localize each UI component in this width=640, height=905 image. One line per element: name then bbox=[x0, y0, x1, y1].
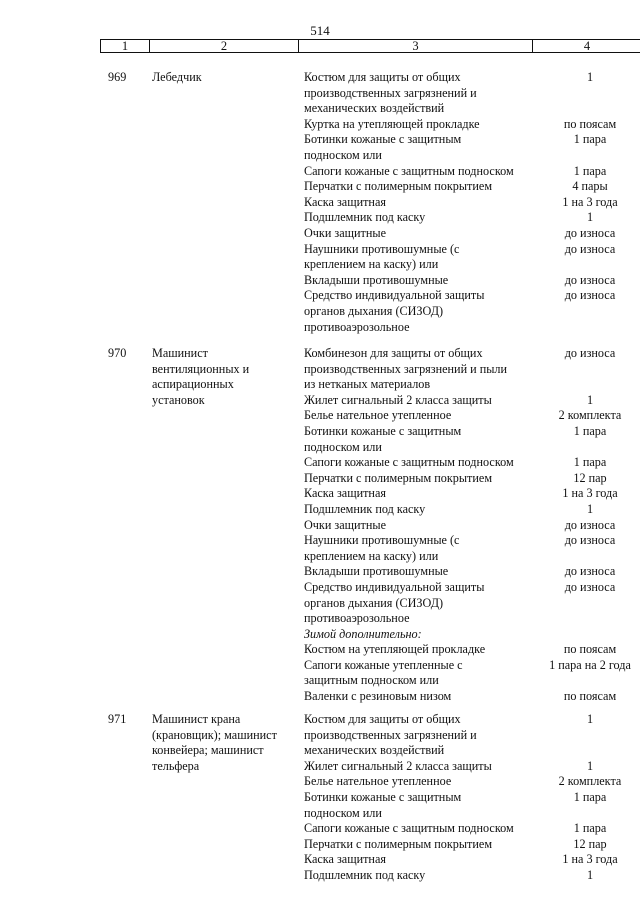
item-quantity: до износа bbox=[564, 288, 616, 303]
equipment-item-line: противоаэрозольное bbox=[304, 611, 410, 626]
header-column-3: 3 bbox=[412, 39, 419, 53]
equipment-item bbox=[304, 580, 540, 627]
item-quantity: 1 bbox=[586, 867, 594, 882]
equipment-item-line: Куртка на утепляющей прокладке bbox=[304, 116, 480, 131]
equipment-item-line: Жилет сигнальный 2 класса защиты bbox=[304, 758, 492, 773]
profession-title-line: аспирационных bbox=[152, 377, 234, 392]
entry-number: 971 bbox=[108, 712, 127, 726]
equipment-item bbox=[304, 486, 540, 502]
item-quantity: 1 пара на 2 года bbox=[549, 657, 631, 672]
equipment-item bbox=[304, 564, 540, 580]
equipment-item-line: производственных загрязнений и пыли bbox=[304, 361, 508, 376]
equipment-item-line: Перчатки с полимерным покрытием bbox=[304, 179, 493, 194]
equipment-item-line: Каска защитная bbox=[304, 852, 386, 867]
equipment-item bbox=[304, 288, 540, 335]
equipment-item bbox=[304, 346, 540, 393]
equipment-item-line: Вкладыши противошумные bbox=[304, 272, 449, 287]
equipment-item bbox=[304, 132, 540, 163]
item-quantity: 1 пара bbox=[573, 455, 607, 470]
item-quantity: до износа bbox=[564, 346, 616, 360]
equipment-item-line: подноском или bbox=[304, 147, 382, 162]
equipment-item-line: Ботинки кожаные с защитным bbox=[304, 423, 462, 438]
equipment-item bbox=[304, 210, 540, 226]
equipment-item-line: Сапоги кожаные утепленные с bbox=[304, 657, 463, 672]
equipment-item bbox=[304, 533, 540, 564]
equipment-item bbox=[304, 759, 540, 775]
equipment-item bbox=[304, 195, 540, 211]
profession-title-line: установок bbox=[152, 392, 205, 407]
item-quantity: по поясам bbox=[563, 116, 617, 131]
equipment-item bbox=[304, 424, 540, 455]
item-quantity: по поясам bbox=[563, 689, 617, 704]
profession-title-line: конвейера; машинист bbox=[152, 743, 264, 758]
equipment-item-line: Костюм для защиты от общих bbox=[304, 70, 461, 84]
item-quantity: 1 bbox=[586, 392, 594, 407]
equipment-item bbox=[304, 502, 540, 518]
item-quantity: 1 bbox=[586, 712, 594, 726]
equipment-item-line: Валенки с резиновым низом bbox=[304, 689, 452, 704]
equipment-item-line: креплением на каску) или bbox=[304, 257, 439, 272]
equipment-item bbox=[304, 712, 540, 759]
equipment-item-line: противоаэрозольное bbox=[304, 319, 410, 334]
item-quantity: 1 пара bbox=[573, 423, 607, 438]
item-quantity: 12 пар bbox=[573, 836, 607, 851]
header-column-2: 2 bbox=[220, 39, 228, 53]
equipment-item bbox=[304, 821, 540, 837]
quantity-list bbox=[540, 712, 640, 884]
item-quantity: 1 bbox=[586, 501, 594, 516]
section-note bbox=[304, 627, 540, 643]
item-quantity: до износа bbox=[564, 579, 616, 594]
page-number: 514 bbox=[310, 23, 330, 38]
equipment-item bbox=[304, 242, 540, 273]
item-quantity: 1 на 3 года bbox=[562, 486, 618, 501]
equipment-item bbox=[304, 868, 540, 884]
item-quantity: 12 пар bbox=[573, 470, 607, 485]
equipment-item-line: подноском или bbox=[304, 439, 382, 454]
equipment-item bbox=[304, 393, 540, 409]
equipment-item bbox=[304, 642, 540, 658]
item-quantity: по поясам bbox=[563, 642, 617, 657]
profession-title bbox=[152, 70, 298, 86]
equipment-item bbox=[304, 179, 540, 195]
equipment-item-line: Подшлемник под каску bbox=[304, 867, 426, 882]
equipment-item-line: Каска защитная bbox=[304, 486, 386, 501]
equipment-item-line: Сапоги кожаные с защитным подноском bbox=[304, 455, 514, 470]
item-quantity: 1 пара bbox=[573, 821, 607, 836]
equipment-item-line: Перчатки с полимерным покрытием bbox=[304, 836, 493, 851]
item-quantity: 1 пара bbox=[573, 132, 607, 147]
equipment-item-line: производственных загрязнений и bbox=[304, 85, 477, 100]
equipment-item bbox=[304, 658, 540, 689]
equipment-item bbox=[304, 471, 540, 487]
equipment-item-line: Очки защитные bbox=[304, 225, 386, 240]
equipment-item-line: Очки защитные bbox=[304, 517, 386, 532]
equipment-item-line: Сапоги кожаные с защитным подноском bbox=[304, 821, 514, 836]
equipment-item bbox=[304, 70, 540, 117]
equipment-item-line: Средство индивидуальной защиты bbox=[304, 288, 485, 303]
equipment-item-line: Подшлемник под каску bbox=[304, 210, 426, 225]
equipment-list bbox=[304, 70, 540, 335]
equipment-item-line: органов дыхания (СИЗОД) bbox=[304, 595, 444, 610]
equipment-item-line: механических воздействий bbox=[304, 743, 445, 758]
profession-title-line: Машинист крана bbox=[152, 712, 241, 726]
equipment-item bbox=[304, 774, 540, 790]
equipment-item-line: Белье нательное утепленное bbox=[304, 408, 452, 423]
equipment-item bbox=[304, 117, 540, 133]
profession-title bbox=[152, 712, 298, 774]
item-quantity: 1 на 3 года bbox=[562, 852, 618, 867]
equipment-item bbox=[304, 518, 540, 534]
header-column-1: 1 bbox=[121, 39, 129, 53]
item-quantity: 1 bbox=[586, 70, 594, 84]
equipment-item-line: Зимой дополнительно: bbox=[304, 626, 422, 641]
equipment-item-line: Белье нательное утепленное bbox=[304, 774, 452, 789]
equipment-item-line: Костюм на утепляющей прокладке bbox=[304, 642, 486, 657]
equipment-item-line: защитным подноском или bbox=[304, 673, 439, 688]
item-quantity: до износа bbox=[564, 517, 616, 532]
equipment-item bbox=[304, 852, 540, 868]
equipment-item-line: Каска защитная bbox=[304, 194, 386, 209]
equipment-list bbox=[304, 346, 540, 705]
item-quantity: до износа bbox=[564, 533, 616, 548]
profession-title-line: вентиляционных и bbox=[152, 361, 250, 376]
equipment-item bbox=[304, 455, 540, 471]
item-quantity: до износа bbox=[564, 272, 616, 287]
equipment-item-line: Средство индивидуальной защиты bbox=[304, 579, 485, 594]
header-column-4: 4 bbox=[583, 39, 591, 53]
equipment-item-line: Наушники противошумные (с bbox=[304, 241, 460, 256]
equipment-item-line: Перчатки с полимерным покрытием bbox=[304, 470, 493, 485]
equipment-item bbox=[304, 408, 540, 424]
equipment-item bbox=[304, 273, 540, 289]
item-quantity: 2 комплекта bbox=[558, 408, 622, 423]
equipment-item-line: Подшлемник под каску bbox=[304, 501, 426, 516]
equipment-item bbox=[304, 689, 540, 705]
profession-title-line: Машинист bbox=[152, 346, 208, 360]
quantity-list bbox=[540, 346, 640, 705]
equipment-item bbox=[304, 226, 540, 242]
item-quantity: до износа bbox=[564, 225, 616, 240]
equipment-item bbox=[304, 790, 540, 821]
equipment-item-line: креплением на каску) или bbox=[304, 548, 439, 563]
equipment-item-line: подноском или bbox=[304, 805, 382, 820]
item-quantity: до износа bbox=[564, 241, 616, 256]
equipment-item-line: Вкладыши противошумные bbox=[304, 564, 449, 579]
equipment-item-line: из нетканых материалов bbox=[304, 377, 431, 392]
quantity-list bbox=[540, 70, 640, 335]
equipment-item-line: органов дыхания (СИЗОД) bbox=[304, 303, 444, 318]
equipment-item-line: Жилет сигнальный 2 класса защиты bbox=[304, 392, 492, 407]
equipment-item-line: Ботинки кожаные с защитным bbox=[304, 789, 462, 804]
item-quantity: 1 пара bbox=[573, 789, 607, 804]
entry-number: 970 bbox=[108, 346, 127, 360]
profession-title bbox=[152, 346, 298, 408]
item-quantity bbox=[540, 627, 640, 643]
equipment-list bbox=[304, 712, 540, 884]
item-quantity: 1 пара bbox=[573, 163, 607, 178]
equipment-item bbox=[304, 837, 540, 853]
equipment-item-line: Сапоги кожаные с защитным подноском bbox=[304, 163, 514, 178]
item-quantity: 1 на 3 года bbox=[562, 194, 618, 209]
item-quantity: до износа bbox=[564, 564, 616, 579]
item-quantity: 4 пары bbox=[572, 179, 608, 194]
profession-title-line: тельфера bbox=[152, 758, 200, 773]
item-quantity: 1 bbox=[586, 210, 594, 225]
item-quantity: 2 комплекта bbox=[558, 774, 622, 789]
equipment-item-line: Комбинезон для защиты от общих bbox=[304, 346, 483, 360]
profession-title-line: Лебедчик bbox=[152, 70, 202, 84]
item-quantity: 1 bbox=[586, 758, 594, 773]
equipment-item-line: механических воздействий bbox=[304, 101, 445, 116]
profession-title-line: (крановщик); машинист bbox=[152, 727, 277, 742]
entry-number: 969 bbox=[108, 70, 127, 84]
equipment-item-line: Наушники противошумные (с bbox=[304, 533, 460, 548]
equipment-item-line: Ботинки кожаные с защитным bbox=[304, 132, 462, 147]
equipment-item-line: Костюм для защиты от общих bbox=[304, 712, 461, 726]
table-header bbox=[100, 39, 640, 53]
equipment-item bbox=[304, 164, 540, 180]
equipment-item-line: производственных загрязнений и bbox=[304, 727, 477, 742]
